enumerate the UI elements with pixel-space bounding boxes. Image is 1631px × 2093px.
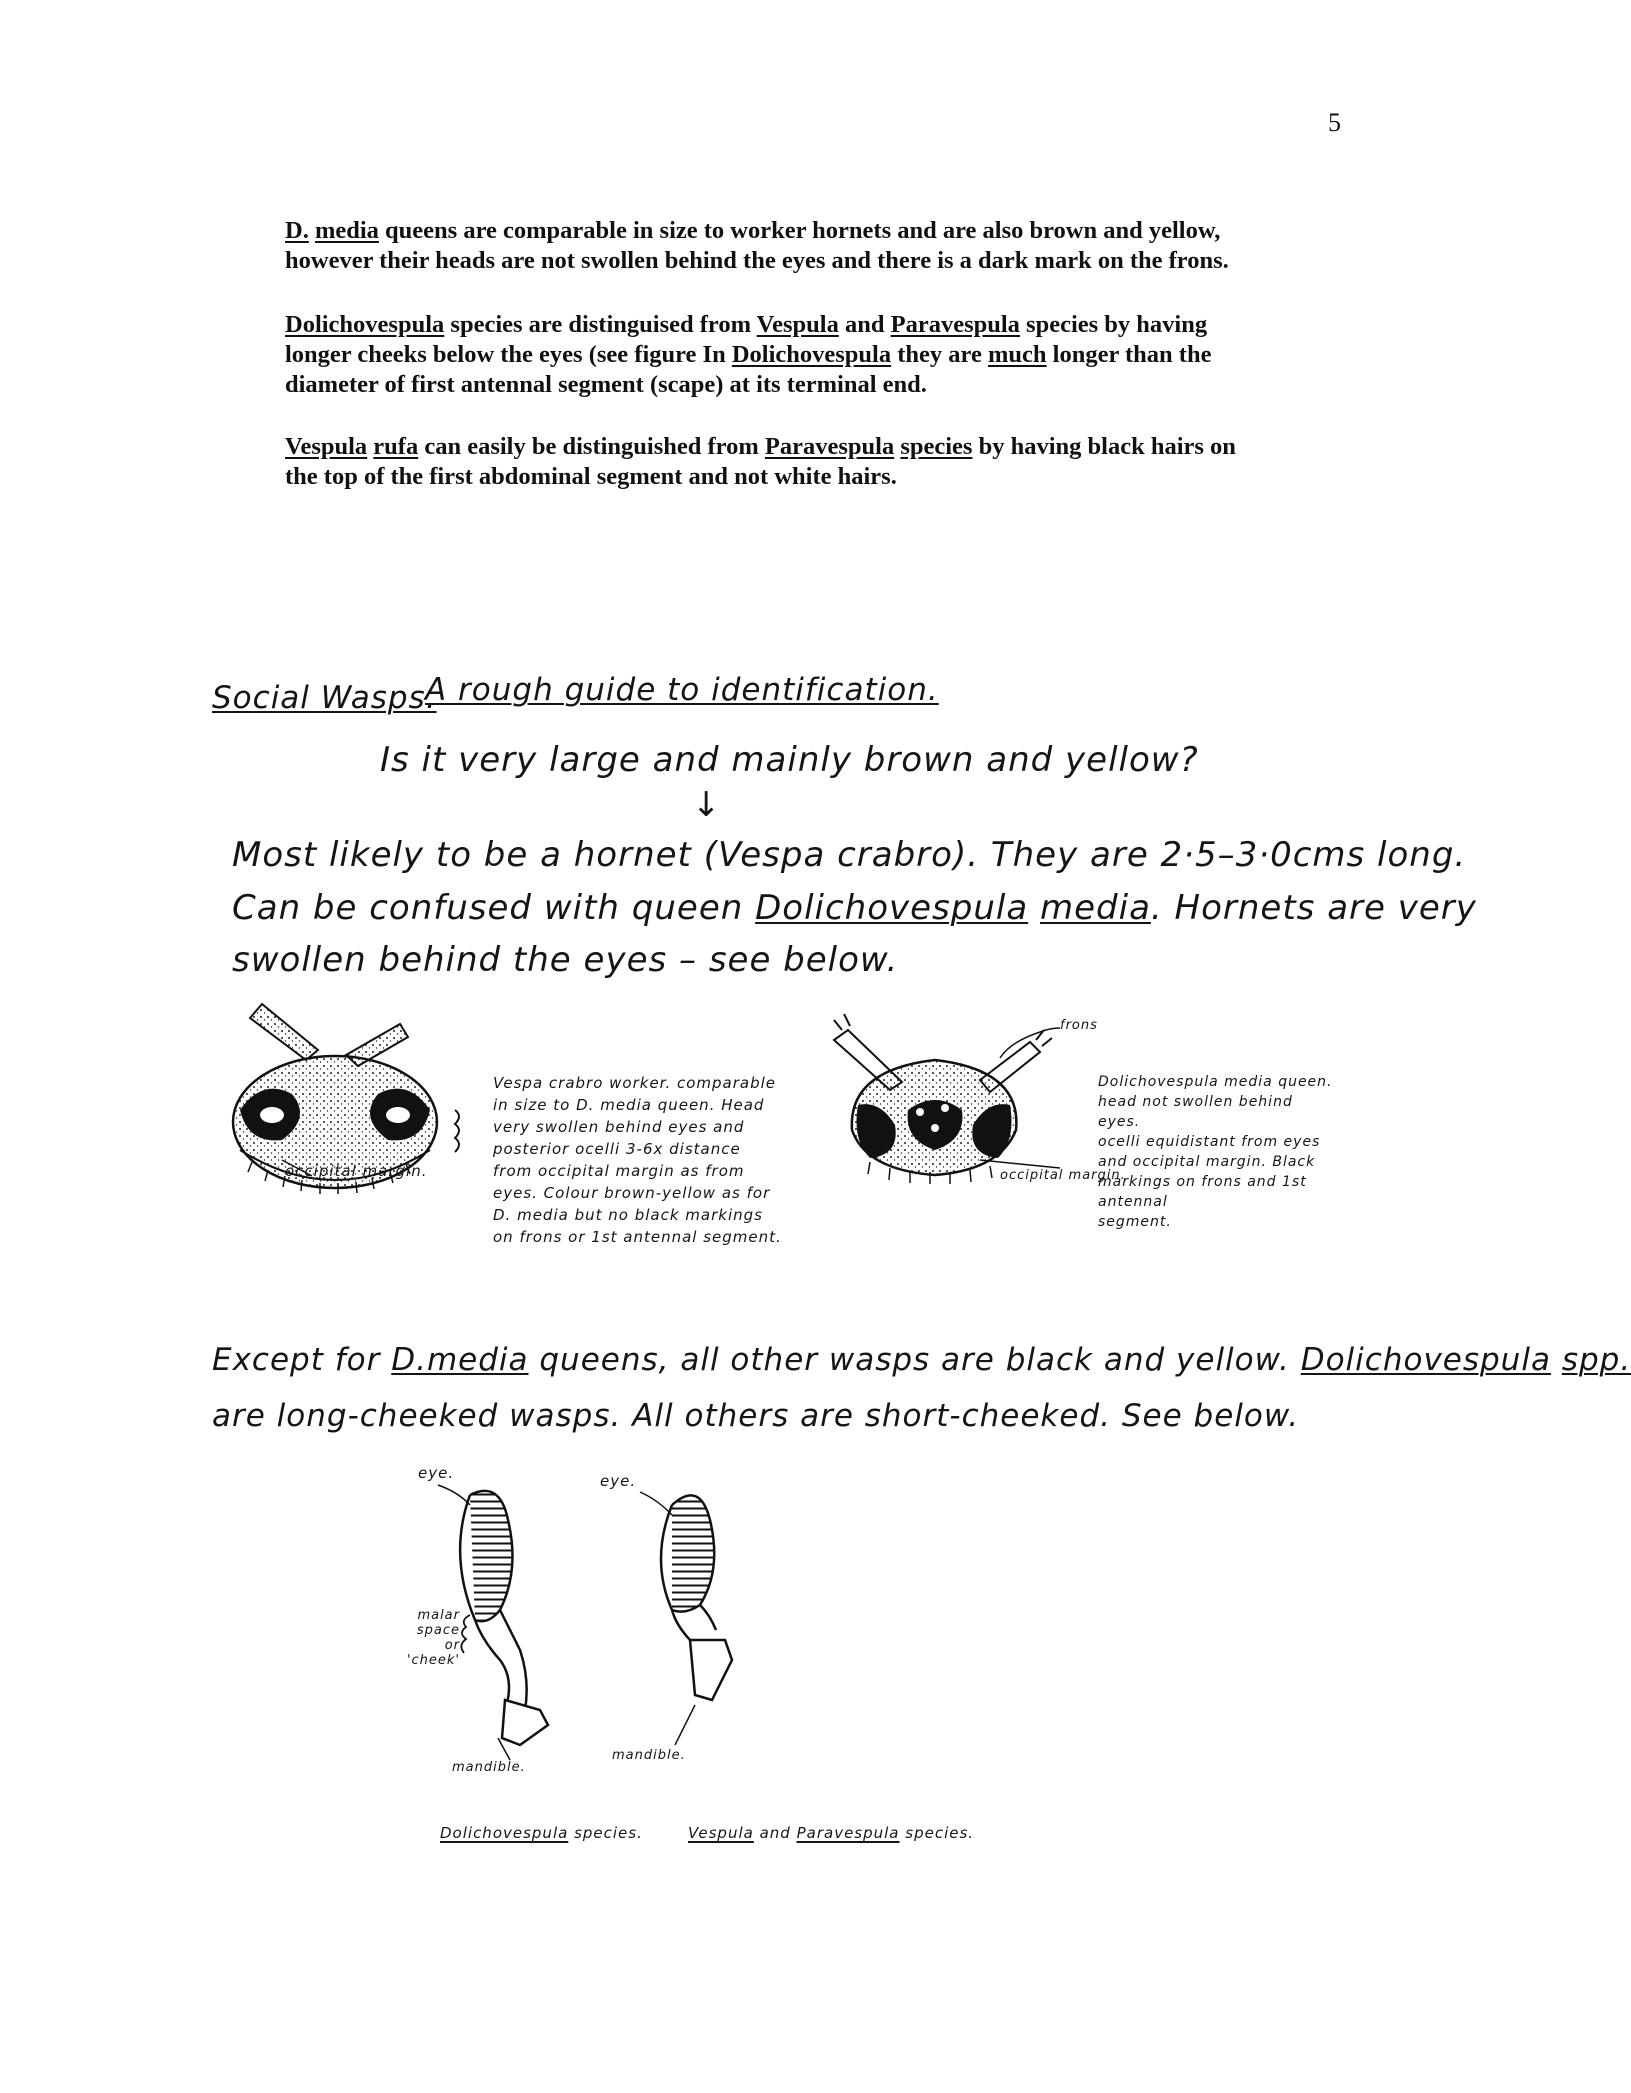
occipital-margin-label: occipital margin. bbox=[285, 1162, 428, 1180]
word: species bbox=[900, 433, 973, 460]
paragraph-text: they are bbox=[891, 341, 988, 368]
genus-name: Dolichovespula bbox=[731, 341, 892, 368]
guide-heading-left: Social Wasps. bbox=[212, 680, 437, 716]
species-name: D.media bbox=[391, 1342, 529, 1378]
guide-text: . Hornets are very bbox=[1150, 888, 1477, 928]
caption-text: species. bbox=[568, 1824, 643, 1842]
emphasis: much bbox=[987, 341, 1047, 368]
caption-text: species. bbox=[899, 1824, 975, 1842]
guide-answer-line3: swollen behind the eyes – see below. bbox=[232, 940, 899, 980]
dmedia-head-drawing bbox=[834, 1014, 1060, 1184]
guide-text: queens, all other wasps are black and yellow. bbox=[528, 1342, 1301, 1378]
except-line1 bbox=[212, 1342, 1631, 1378]
paragraph-text: the top of the first abdominal segment and not white hairs. bbox=[285, 463, 897, 490]
paragraph-text: can easily be distinguished from bbox=[418, 433, 765, 460]
mandible-label-right: mandible. bbox=[612, 1748, 686, 1763]
paragraph-text: species are distinguised from bbox=[444, 311, 757, 338]
frons-label: frons bbox=[1060, 1018, 1098, 1033]
note-line: D. media but no black markings bbox=[493, 1206, 763, 1224]
caption-text: and bbox=[753, 1824, 797, 1842]
guide-question: Is it very large and mainly brown and yellow? bbox=[380, 740, 1199, 780]
note-line: ocelli equidistant from eyes bbox=[1098, 1134, 1321, 1150]
note-line: in size to D. media queen. Head bbox=[493, 1096, 765, 1114]
mandible-label-left: mandible. bbox=[452, 1760, 526, 1775]
genus-name: Vespula bbox=[285, 433, 368, 460]
note-line: very swollen behind eyes and bbox=[493, 1118, 745, 1136]
malar-space-label bbox=[398, 1608, 460, 1668]
arrow-down-icon: ↓ bbox=[692, 785, 722, 825]
guide-text: Except for bbox=[212, 1342, 392, 1378]
genus-name: Dolichovespula bbox=[1300, 1342, 1551, 1378]
label-line: space bbox=[416, 1623, 460, 1638]
note-line: posterior ocelli 3-6x distance bbox=[493, 1140, 741, 1158]
genus-name: Dolichovespula bbox=[755, 888, 1029, 928]
abbrev: spp. bbox=[1561, 1342, 1631, 1378]
paragraph-text: longer than the bbox=[1046, 341, 1212, 368]
label-line: or 'cheek' bbox=[406, 1638, 460, 1668]
note-line: segment. bbox=[1098, 1214, 1172, 1230]
page-number: 5 bbox=[1328, 108, 1341, 137]
genus-name: Dolichovespula bbox=[440, 1824, 569, 1842]
guide-text: Most likely to be a hornet ( bbox=[232, 835, 718, 875]
eye-label-left: eye. bbox=[418, 1464, 455, 1482]
guide-text: are bbox=[212, 1398, 277, 1434]
genus-name: Paravespula bbox=[764, 433, 895, 460]
species-name: rufa bbox=[373, 433, 419, 460]
paragraph-text: by having black hairs on bbox=[972, 433, 1236, 460]
note-line: Dolichovespula media queen. bbox=[1098, 1074, 1333, 1090]
guide-text: . See below. bbox=[1100, 1398, 1300, 1434]
hornet-note bbox=[493, 1072, 783, 1248]
dmedia-note bbox=[1098, 1072, 1338, 1232]
note-line: on frons or 1st antennal segment. bbox=[493, 1228, 782, 1246]
short-cheek-drawing bbox=[640, 1492, 732, 1745]
note-line: markings on frons and 1st antennal bbox=[1098, 1174, 1307, 1210]
guide-text: short-cheeked bbox=[864, 1398, 1101, 1434]
genus-name: Dolichovespula bbox=[285, 311, 445, 338]
genus-name: Paravespula bbox=[796, 1824, 900, 1842]
occipital-margin-label-right: occipital margin. bbox=[1000, 1168, 1126, 1183]
genus-abbrev: D. bbox=[285, 217, 309, 244]
guide-text: wasps. All others are bbox=[498, 1398, 865, 1434]
species-name: media bbox=[1040, 888, 1151, 928]
note-line: and occipital margin. Black bbox=[1098, 1154, 1316, 1170]
label-line: malar bbox=[417, 1608, 460, 1623]
paragraph-text: diameter of first antennal segment (scape) at its terminal end. bbox=[285, 371, 927, 398]
paragraph-text: and bbox=[838, 311, 891, 338]
paragraph-text: longer cheeks below the eyes (see figure In bbox=[285, 341, 732, 368]
species-name: Vespa crabro bbox=[717, 835, 953, 875]
species-name: media bbox=[314, 217, 379, 244]
caption-long-cheek bbox=[440, 1822, 643, 1844]
guide-heading-right: A rough guide to identification. bbox=[425, 672, 939, 708]
genus-name: Paravespula bbox=[890, 311, 1020, 338]
note-line: head not swollen behind eyes. bbox=[1098, 1094, 1293, 1130]
note-line: eyes. Colour brown-yellow as for bbox=[493, 1184, 771, 1202]
paragraph-text: queens are comparable in size to worker hornets and are also brown and yellow, bbox=[378, 217, 1221, 244]
paragraph-text: species by having bbox=[1019, 311, 1208, 338]
note-line: Vespa crabro worker. comparable bbox=[493, 1074, 777, 1092]
guide-text: long-cheeked bbox=[276, 1398, 499, 1434]
eye-label-right: eye. bbox=[600, 1472, 637, 1490]
note-line: from occipital margin as from bbox=[493, 1162, 745, 1180]
genus-name: Vespula bbox=[688, 1824, 754, 1842]
except-line2 bbox=[212, 1398, 1299, 1434]
paragraph-text: however their heads are not swollen behind the eyes and there is a dark mark on the frons. bbox=[285, 247, 1229, 274]
caption-short-cheek bbox=[688, 1822, 974, 1844]
guide-text: Can be confused with queen bbox=[232, 888, 756, 928]
genus-name: Vespula bbox=[756, 311, 839, 338]
guide-text: ). They are 2·5–3·0cms long. bbox=[952, 835, 1467, 875]
